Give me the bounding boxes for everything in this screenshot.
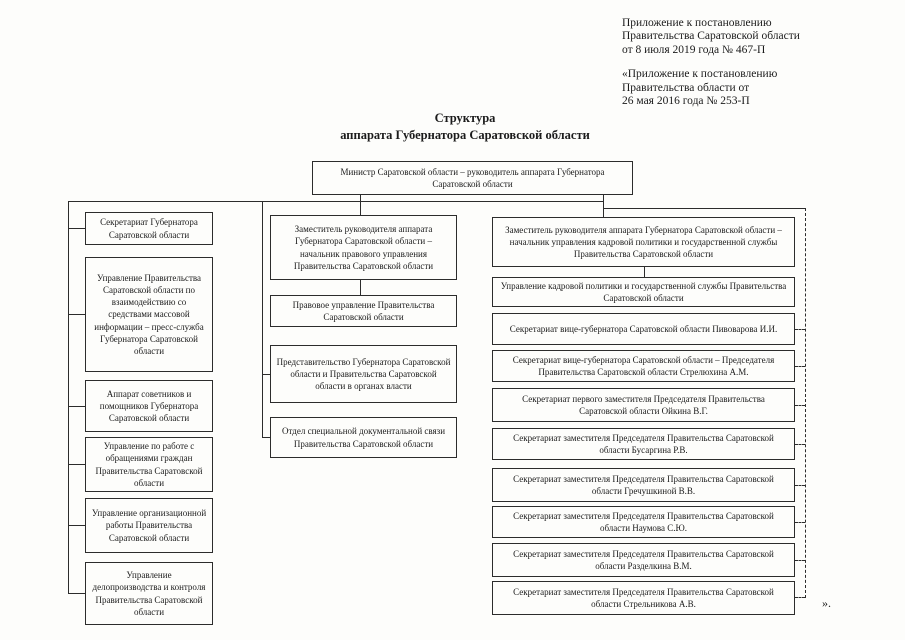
connector-left-stub-3 xyxy=(68,406,85,407)
appendix-note-line: «Приложение к постановлению xyxy=(622,68,778,81)
connector-right-box1-box2 xyxy=(644,267,645,277)
org-box-right-secretariat-oykin: Секретариат первого заместителя Председателя Правительства Саратовской области Ойкина В.Г. xyxy=(492,388,795,422)
org-box-middle-legal-department: Правовое управление Правительства Саратовской области xyxy=(270,295,457,327)
org-box-left-organizational-work: Управление организационной работы Правительства Саратовской области xyxy=(85,498,213,553)
closing-quote: ». xyxy=(822,596,831,610)
org-box-right-personnel-policy: Управление кадровой политики и государственной службы Правительства Саратовской области xyxy=(492,277,795,307)
org-box-middle-representation: Представительство Губернатора Саратовской области и Правительства Саратовской области в органах власти xyxy=(270,345,457,403)
connector-right-dashed-stub-6 xyxy=(795,522,805,523)
connector-middle-box1-box2 xyxy=(360,280,361,295)
connector-left-stub-4 xyxy=(68,464,85,465)
connector-left-stub-5 xyxy=(68,525,85,526)
connector-left-stub-2 xyxy=(68,314,85,315)
appendix-note-line: Правительства Саратовской области xyxy=(622,30,800,43)
connector-right-dashed-stub-4 xyxy=(795,444,805,445)
page-title-line1: Структура xyxy=(434,111,496,125)
appendix-note-line: от 8 июля 2019 года № 467-П xyxy=(622,43,766,56)
connector-left-trunk xyxy=(68,201,69,594)
org-box-left-advisors-apparatus: Аппарат советников и помощников Губернатора Саратовской области xyxy=(85,380,213,432)
connector-right-dashed-stub-8 xyxy=(795,597,805,598)
org-box-left-secretariat-governor: Секретариат Губернатора Саратовской области xyxy=(85,212,213,245)
page-title-line2: аппарата Губернатора Саратовской области xyxy=(340,128,590,142)
org-box-middle-deputy-legal: Заместитель руководителя аппарата Губернатора Саратовской области – начальник правового управления Правительства Саратовской области xyxy=(270,215,457,280)
org-box-right-secretariat-strelnikov: Секретариат заместителя Председателя Правительства Саратовской области Стрельникова А.В. xyxy=(492,581,795,615)
org-box-left-media-press-service: Управление Правительства Саратовской области по взаимодействию со средствами массовой информации – пресс-служба Губернатора Саратовской области xyxy=(85,257,213,372)
org-box-left-records-control: Управление делопроизводства и контроля Правительства Саратовской области xyxy=(85,562,213,625)
appendix-note-line: Приложение к постановлению xyxy=(622,17,772,29)
connector-top-horizontal-left xyxy=(68,201,604,202)
connector-right-dashed-stub-1 xyxy=(795,329,805,330)
connector-right-dashed-stub-3 xyxy=(795,405,805,406)
org-box-right-secretariat-grechushkina: Секретариат заместителя Председателя Правительства Саратовской области Гречушкиной В.В. xyxy=(492,468,795,502)
connector-right-dashed-stub-5 xyxy=(795,485,805,486)
appendix-note-line: 26 мая 2016 года № 253-П xyxy=(622,95,750,108)
appendix-note-line: Правительства области от xyxy=(622,81,750,94)
connector-root-to-right xyxy=(603,194,604,218)
org-box-right-secretariat-razdelkin: Секретариат заместителя Председателя Правительства Саратовской области Разделкина В.М. xyxy=(492,543,795,577)
connector-left-stub-1 xyxy=(68,228,85,229)
connector-top-horizontal-right xyxy=(603,208,805,209)
org-box-minister: Министр Саратовской области – руководитель аппарата Губернатора Саратовской области xyxy=(312,161,633,195)
connector-right-dashed-trunk xyxy=(805,208,806,598)
connector-left-stub-6 xyxy=(68,593,85,594)
connector-right-dashed-stub-2 xyxy=(795,366,805,367)
org-box-right-secretariat-pivovarov: Секретариат вице-губернатора Саратовской области Пивоварова И.И. xyxy=(492,313,795,345)
page-title xyxy=(240,110,690,144)
org-box-right-secretariat-busargin: Секретариат заместителя Председателя Правительства Саратовской области Бусаргина Р.В. xyxy=(492,428,795,460)
appendix-note xyxy=(622,17,872,108)
org-box-right-secretariat-strelyukhin: Секретариат вице-губернатора Саратовской области – Председателя Правительства Саратовской области Стрелюхина А.М. xyxy=(492,350,795,382)
org-box-right-secretariat-naumov: Секретариат заместителя Председателя Правительства Саратовской области Наумова С.Ю. xyxy=(492,506,795,538)
org-box-left-citizen-appeals: Управление по работе с обращениями граждан Правительства Саратовской области xyxy=(85,437,213,492)
org-box-middle-special-communications: Отдел специальной документальной связи Правительства Саратовской области xyxy=(270,417,457,458)
org-box-right-deputy-personnel: Заместитель руководителя аппарата Губернатора Саратовской области – начальник управления кадровой политики и государственной службы Правительства Саратовской области xyxy=(492,217,795,267)
connector-middle-trunk xyxy=(262,201,263,437)
connector-right-dashed-stub-7 xyxy=(795,560,805,561)
connector-root-to-middle xyxy=(360,194,361,216)
